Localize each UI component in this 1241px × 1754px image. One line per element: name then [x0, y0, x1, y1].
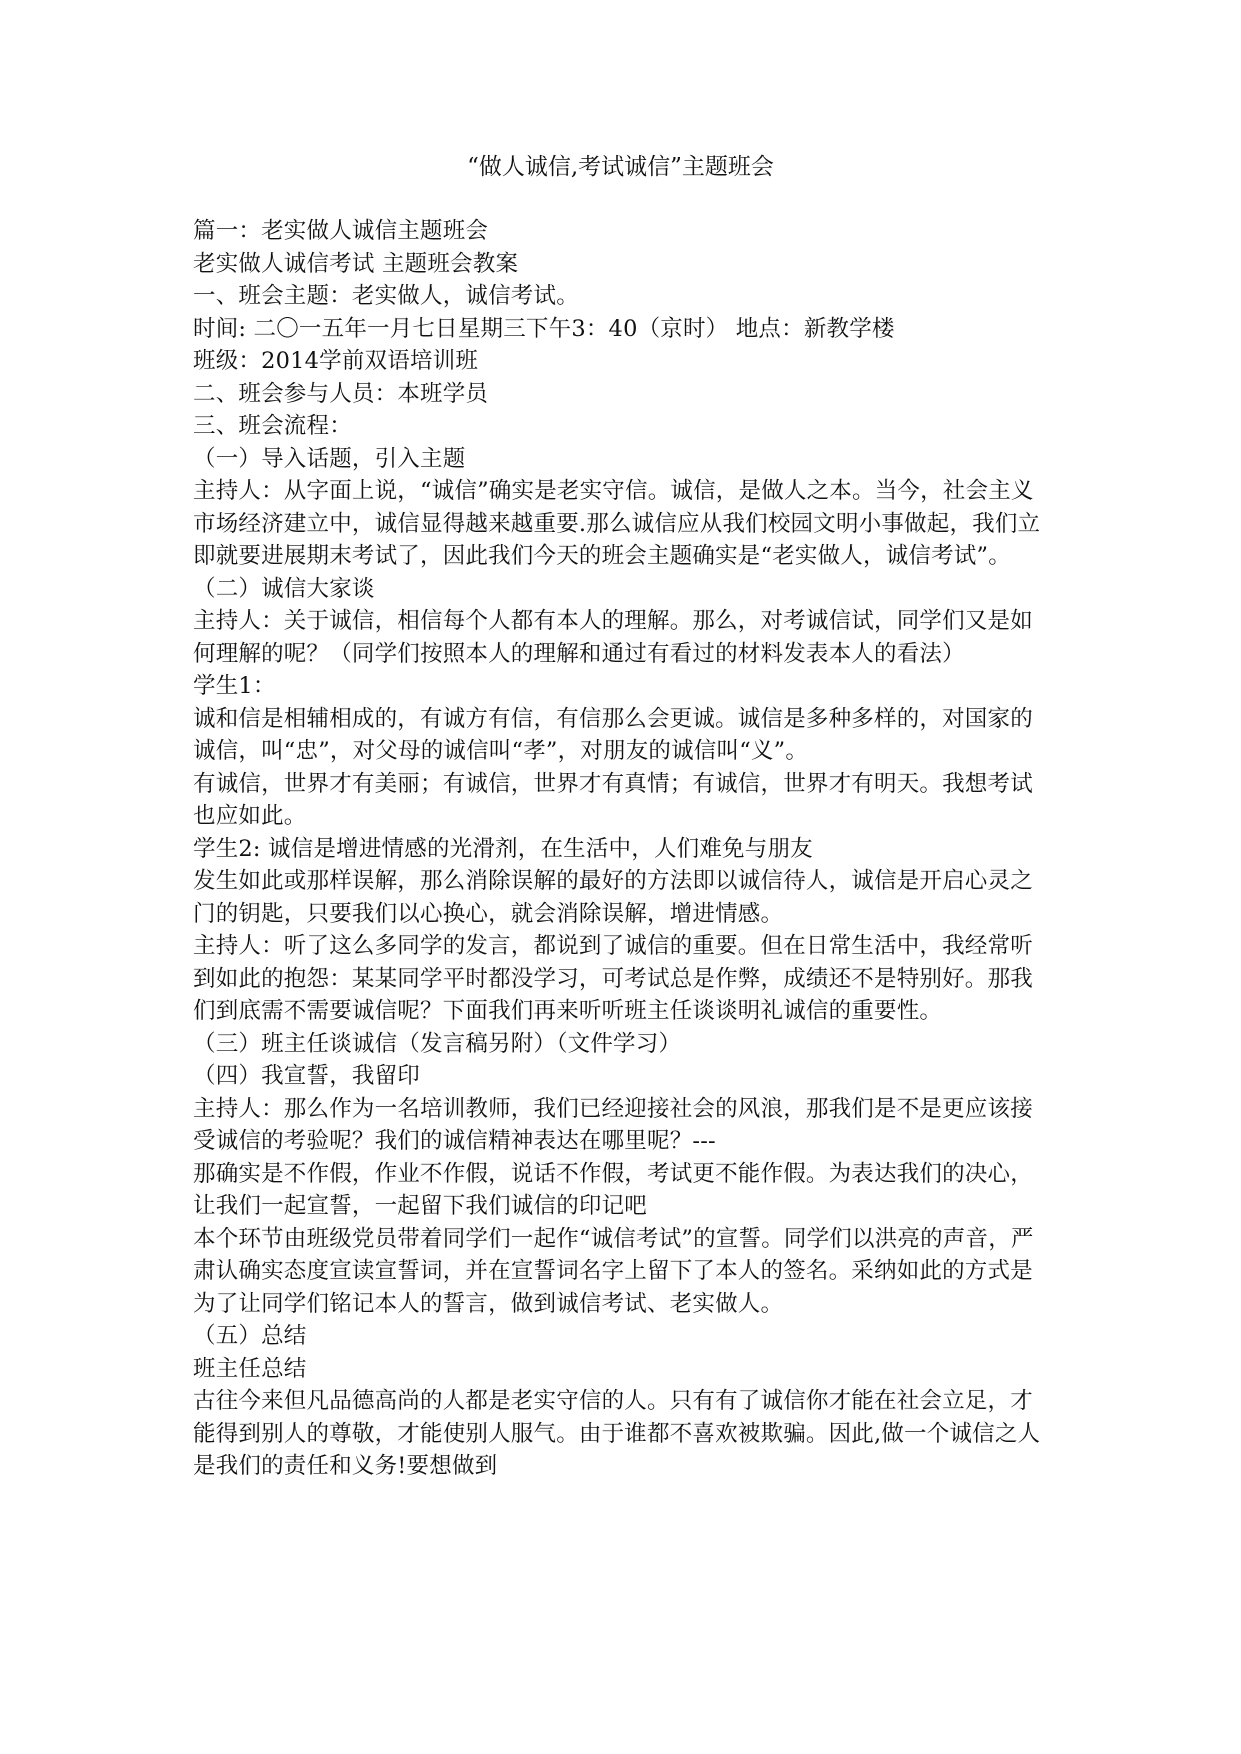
paragraph-student-1-text-b: 有诚信，世界才有美丽；有诚信，世界才有真情；有诚信，世界才有明天。我想考试也应如此。 [193, 770, 1033, 829]
paragraph-student-1-label: 学生1： [193, 673, 276, 699]
paragraph-section-heading: 篇一：老实做人诚信主题班会 [193, 218, 489, 244]
paragraph-host-summary: 主持人：听了这么多同学的发言，都说到了诚信的重要。但在日常生活中，我经常听到如此的抱怨：某某同学平时都没学习，可考试总是作弊，成绩还不是特别好。那我们到底需不需要诚信呢？下面我们再来听听班主任谈谈明礼诚信的重要性。 [193, 933, 1033, 1024]
document-body [193, 215, 1043, 1483]
paragraph-student-2-text-a: 学生2: 诚信是增进情感的光滑剂，在生活中，人们难免与朋友 [193, 835, 813, 862]
paragraph-step-4-heading: （四）我宣誓，我留印 [193, 1063, 421, 1089]
paragraph-time-location: 时间: 二〇一五年一月七日星期三下午3：40（京时） 地点：新教学楼 [193, 315, 895, 342]
paragraph-lesson-plan-title: 老实做人诚信考试 主题班会教案 [193, 250, 519, 277]
paragraph-teacher-summary-label: 班主任总结 [193, 1355, 307, 1382]
paragraph-oath-description: 本个环节由班级党员带着同学们一起作“诚信考试”的宣誓。同学们以洪亮的声音，严肃认确实态度宣读宣誓词，并在宣誓词名字上留下了本人的签名。采纳如此的方式是为了让同学们铭记本人的誓言，做到诚信考试、老实做人。 [193, 1225, 1034, 1317]
paragraph-process-heading: 三、班会流程： [193, 413, 352, 439]
paragraph-class: 班级：2014学前双语培训班 [193, 348, 479, 374]
paragraph-student-1-text-a: 诚和信是相辅相成的，有诚方有信，有信那么会更诚。诚信是多种多样的，对国家的诚信，叫“忠”，对父母的诚信叫“孝”，对朋友的诚信叫“义”。 [193, 705, 1033, 764]
paragraph-host-oath-intro: 主持人：那么作为一名培训教师，我们已经迎接社会的风浪，那我们是不是更应该接受诚信的考验呢？我们的诚信精神表达在哪里呢？--- [193, 1095, 1033, 1154]
paragraph-participants: 二、班会参与人员：本班学员 [193, 380, 489, 407]
paragraph-theme: 一、班会主题：老实做人，诚信考试。 [193, 283, 579, 309]
paragraph-step-3-heading: （三）班主任谈诚信（发言稿另附）（文件学习） [193, 1030, 682, 1057]
paragraph-oath-resolve: 那确实是不作假，作业不作假，说话不作假，考试更不能作假。为表达我们的决心，让我们一起宣誓，一起留下我们诚信的印记吧 [193, 1160, 1033, 1219]
paragraph-host-intro: 主持人：从字面上说，“诚信”确实是老实守信。诚信，是做人之本。当今，社会主义市场经济建立中，诚信显得越来越重要.那么诚信应从我们校园文明小事做起，我们立即就要进展期末考试了，因此我们今天的班会主题确实是“老实做人，诚信考试”。 [193, 478, 1041, 569]
document-title: “做人诚信,考试诚信”主题班会 [467, 154, 774, 180]
paragraph-step-2-heading: （二）诚信大家谈 [193, 575, 375, 602]
paragraph-host-question: 主持人：关于诚信，相信每个人都有本人的理解。那么，对考诚信试，同学们又是如何理解的呢？（同学们按照本人的理解和通过有看过的材料发表本人的看法） [193, 608, 1033, 667]
paragraph-step-1-heading: （一）导入话题，引入主题 [193, 445, 466, 472]
paragraph-teacher-summary-text: 古往今来但凡品德高尚的人都是老实守信的人。只有有了诚信你才能在社会立足，才能得到别人的尊敬，才能使别人服气。由于谁都不喜欢被欺骗。因此,做一个诚信之人是我们的责任和义务!要想做到 [193, 1388, 1041, 1479]
paragraph-step-5-heading: （五）总结 [193, 1323, 307, 1349]
paragraph-student-2-text-b: 发生如此或那样误解，那么消除误解的最好的方法即以诚信待人，诚信是开启心灵之门的钥匙，只要我们以心换心，就会消除误解，增进情感。 [193, 868, 1033, 927]
